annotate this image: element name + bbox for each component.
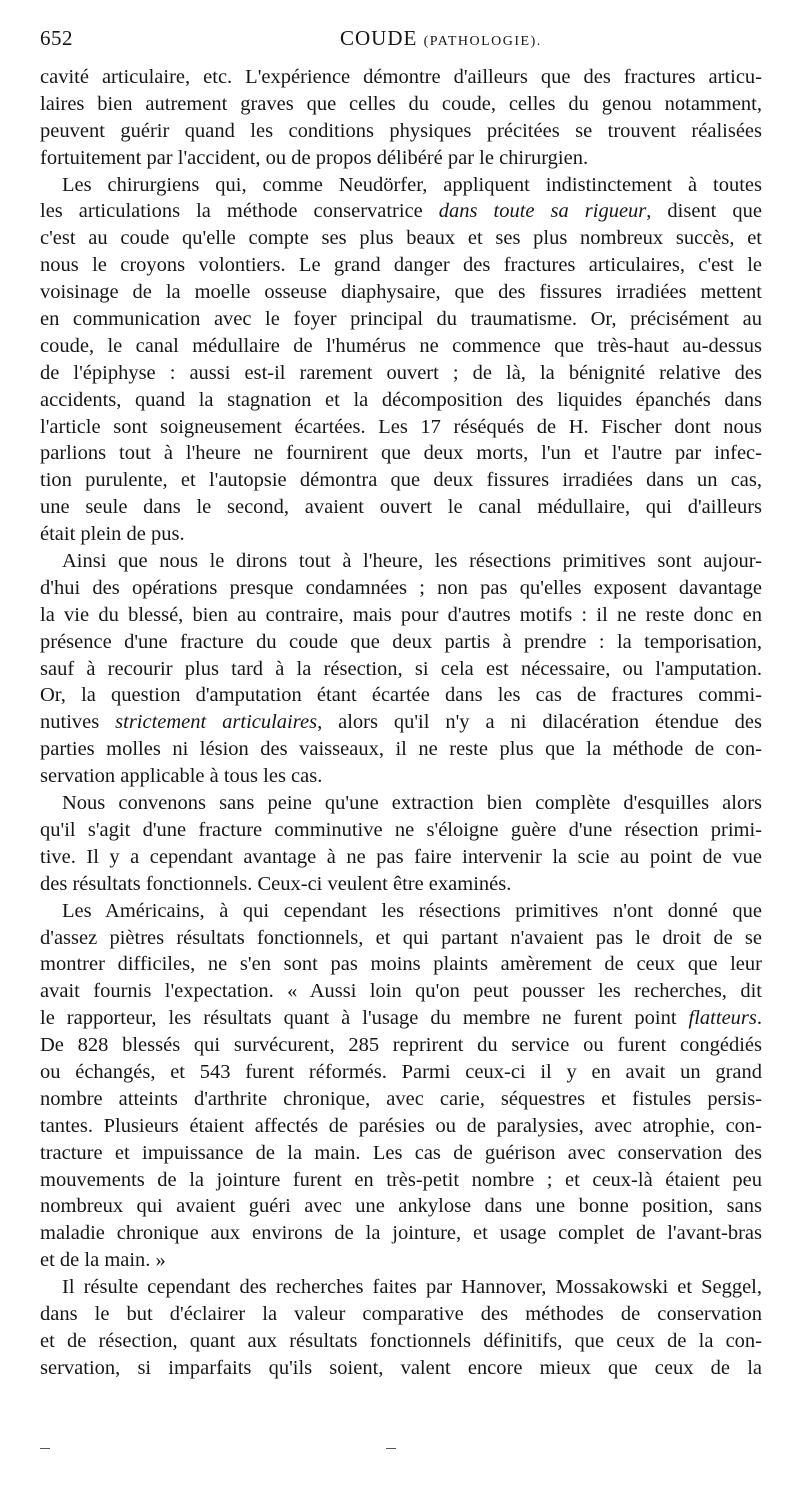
text-line: [40, 575, 762, 602]
text-run: et de la main. »: [40, 1249, 166, 1272]
text-run: cavité articulaire, etc. L'expérience démontre d'ailleurs que des fractures articu-: [40, 66, 762, 88]
text-line: [40, 1113, 762, 1140]
text-run: était plein de pus.: [40, 523, 185, 546]
text-run: parlions tout à l'heure ne fournirent que deux morts, l'un et l'autre par infec-: [40, 442, 762, 465]
text-run: De 828 blessés qui survécurent, 285 reprirent du service ou furent congédiés: [40, 1034, 762, 1057]
text-run: mouvements de la jointure furent en très-petit nombre ; et ceux-là étaient peu: [40, 1168, 762, 1191]
text-run: des résultats fonctionnels. Ceux-ci veulent être examinés.: [40, 872, 512, 895]
text-run: d'hui des opérations presque condamnées ; non pas qu'elles exposent davantage: [40, 576, 762, 599]
text-line: [40, 252, 762, 279]
text-line: [40, 1059, 762, 1086]
text-line: [40, 1193, 762, 1220]
text-line: [40, 387, 762, 414]
text-run: en communication avec le foyer principal du traumatisme. Or, précisément au: [40, 308, 762, 331]
print-mark: [40, 1448, 50, 1449]
text-line: [40, 145, 762, 172]
text-line: [40, 1032, 762, 1059]
text-line: [40, 1355, 762, 1382]
italic-text: strictement articulaires: [115, 711, 318, 734]
text-run: les articulations la méthode conservatrice: [40, 200, 439, 223]
text-run: nombre atteints d'arthrite chronique, avec carie, séquestres et fistules persis-: [40, 1087, 762, 1110]
text-line: [40, 1301, 762, 1328]
text-run: tantes. Plusieurs étaient affectés de parésies ou de paralysies, avec atrophie, con-: [40, 1114, 762, 1137]
text-line: [40, 1274, 762, 1301]
footer-marks: [0, 1440, 800, 1460]
text-run: avait fournis l'expectation. « Aussi loin qu'on peut pousser les recherches, dit: [40, 980, 762, 1003]
text-run: sauf à recourir plus tard à la résection, si cela est nécessaire, ou l'amputation.: [40, 657, 762, 680]
text-line: [40, 91, 762, 118]
text-run: Il résulte cependant des recherches faites par Hannover, Mossakowski et Seggel,: [62, 1276, 762, 1299]
text-run: parties molles ni lésion des vaisseaux, il ne reste plus que la méthode de con-: [40, 738, 762, 761]
text-run: qu'il s'agit d'une fracture comminutive ne s'éloigne guère d'une résection primi-: [40, 818, 762, 841]
text-line: [40, 440, 762, 467]
text-run: accidents, quand la stagnation et la décomposition des liquides épanchés dans: [40, 388, 762, 411]
text-run: Les Américains, à qui cependant les résections primitives n'ont donné que: [62, 899, 762, 922]
text-line: [40, 656, 762, 683]
text-line: [40, 548, 762, 575]
text-line: [40, 951, 762, 978]
print-mark: [386, 1448, 396, 1449]
text-run: l'article sont soigneusement écartées. Les 17 réséqués de H. Fischer dont nous: [40, 415, 762, 438]
italic-text: dans toute sa rigueur: [438, 200, 647, 223]
text-line: [40, 925, 762, 952]
text-run: une seule dans le second, avaient ouvert le canal médullaire, qui d'ailleurs: [40, 496, 762, 519]
text-line: [40, 225, 762, 252]
text-run: tive. Il y a cependant avantage à ne pas faire intervenir la scie au point de vue: [40, 845, 762, 868]
text-run: .: [756, 1007, 762, 1030]
text-run: montrer difficiles, ne s'en sont pas moins plaints amèrement de ceux que leur: [40, 953, 762, 976]
text-run: de l'épiphyse : aussi est-il rarement ouvert ; de là, la bénignité relative des: [40, 361, 762, 384]
text-line: [40, 118, 762, 145]
text-line: [40, 844, 762, 871]
text-line: [40, 1328, 762, 1355]
text-run: fortuitement par l'accident, ou de propos délibéré par le chirurgien.: [40, 146, 589, 169]
text-run: la vie du blessé, bien au contraire, mais pour d'autres motifs : il ne reste donc en: [40, 603, 762, 626]
text-line: [40, 629, 762, 656]
page-header: [40, 26, 760, 56]
text-line: [40, 978, 762, 1005]
text-run: maladie chronique aux environs de la jointure, et usage complet de l'avant-bras: [40, 1222, 762, 1245]
text-run: tion purulente, et l'autopsie démontra que deux fissures irradiées dans un cas,: [40, 469, 762, 492]
body-text: [40, 64, 762, 1382]
text-line: [40, 494, 762, 521]
text-run: tracture et impuissance de la main. Les cas de guérison avec conservation des: [40, 1141, 762, 1164]
text-line: [40, 736, 762, 763]
text-line: [40, 817, 762, 844]
text-run: Ainsi que nous le dirons tout à l'heure, les résections primitives sont aujour-: [62, 550, 762, 573]
running-head: [340, 26, 542, 51]
text-run: laires bien autrement graves que celles du coude, celles du genou notamment,: [40, 92, 762, 115]
text-line: [40, 682, 762, 709]
text-line: [40, 467, 762, 494]
running-head-subtitle: (PATHOLOGIE).: [423, 34, 542, 49]
text-line: [40, 1247, 762, 1274]
text-line: [40, 172, 762, 199]
text-run: dans le but d'éclairer la valeur comparative des méthodes de conservation: [40, 1302, 762, 1325]
text-run: coude, le canal médullaire de l'humérus ne commence que très-haut au-dessus: [40, 334, 762, 357]
text-run: Or, la question d'amputation étant écartée dans les cas de fractures commi-: [40, 684, 762, 707]
page-number: 652: [40, 26, 73, 50]
text-line: [40, 763, 762, 790]
text-line: [40, 1086, 762, 1113]
text-run: c'est au coude qu'elle compte ses plus beaux et ses plus nombreux succès, et: [40, 227, 762, 250]
text-run: et de résection, quant aux résultats fonctionnels définitifs, que ceux de la con-: [40, 1329, 762, 1352]
running-head-title: COUDE: [340, 26, 418, 50]
text-run: le rapporteur, les résultats quant à l'usage du membre ne furent point: [40, 1007, 689, 1030]
text-line: [40, 790, 762, 817]
text-line: [40, 333, 762, 360]
text-run: , disent que: [646, 200, 762, 223]
text-run: nous le croyons volontiers. Le grand danger des fractures articulaires, c'est le: [40, 254, 762, 277]
text-line: [40, 64, 762, 91]
text-run: , alors qu'il n'y a ni dilacération étendue des: [317, 711, 763, 734]
text-line: [40, 709, 762, 736]
text-run: d'assez piètres résultats fonctionnels, et qui partant n'avaient pas le droit de se: [40, 926, 762, 949]
text-line: [40, 306, 762, 333]
text-run: peuvent guérir quand les conditions physiques précitées se trouvent réalisées: [40, 119, 762, 142]
text-line: [40, 1005, 762, 1032]
text-line: [40, 360, 762, 387]
text-line: [40, 1167, 762, 1194]
italic-text: flatteurs: [688, 1007, 757, 1030]
text-line: [40, 1140, 762, 1167]
text-run: servation applicable à tous les cas.: [40, 765, 323, 788]
text-run: voisinage de la moelle osseuse diaphysaire, que des fissures irradiées mettent: [40, 281, 762, 304]
text-line: [40, 602, 762, 629]
text-run: ou échangés, et 543 furent réformés. Parmi ceux-ci il y en avait un grand: [40, 1060, 762, 1083]
text-line: [40, 198, 762, 225]
text-run: présence d'une fracture du coude que deux partis à prendre : la temporisation,: [40, 630, 762, 653]
text-run: Nous convenons sans peine qu'une extraction bien complète d'esquilles alors: [62, 792, 762, 815]
text-line: [40, 414, 762, 441]
text-line: [40, 871, 762, 898]
text-line: [40, 898, 762, 925]
text-line: [40, 521, 762, 548]
text-run: nombreux qui avaient guéri avec une ankylose dans une bonne position, sans: [40, 1195, 762, 1218]
text-line: [40, 1220, 762, 1247]
text-run: nutives: [40, 711, 116, 734]
text-run: servation, si imparfaits qu'ils soient, valent encore mieux que ceux de la: [40, 1356, 762, 1379]
text-run: Les chirurgiens qui, comme Neudörfer, appliquent indistinctement à toutes: [62, 173, 762, 196]
text-line: [40, 279, 762, 306]
